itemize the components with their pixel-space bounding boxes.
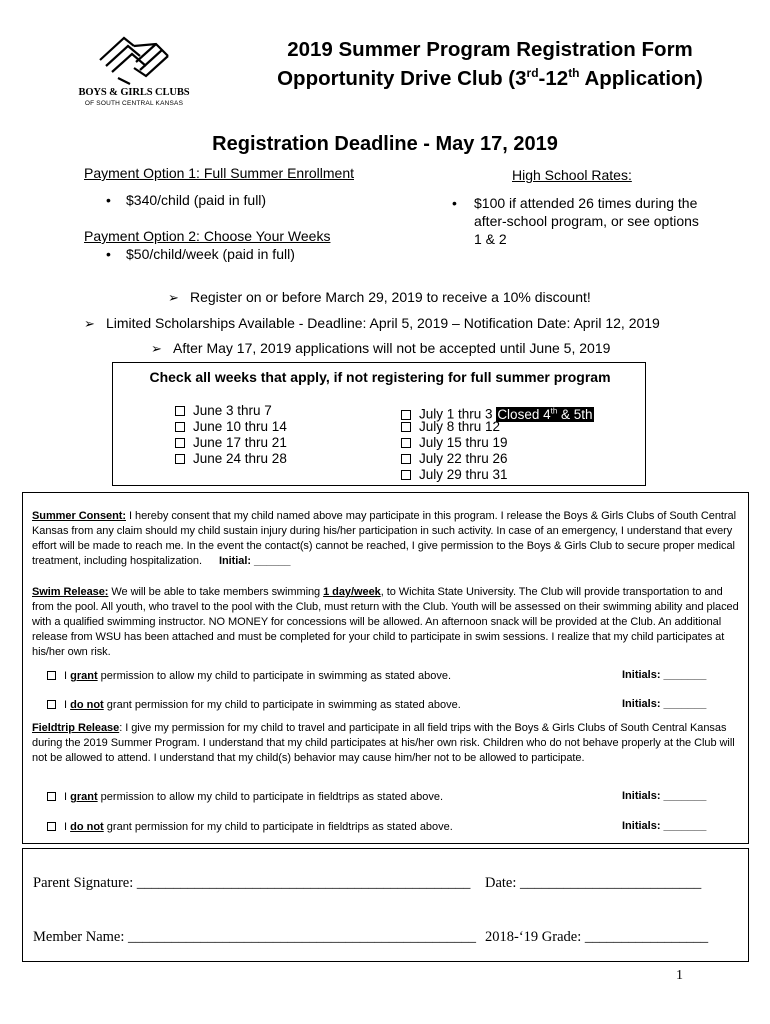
- payment-option1-heading: Payment Option 1: Full Summer Enrollment: [84, 165, 354, 181]
- parent-signature-field[interactable]: Parent Signature: ______________________________________________: [33, 875, 471, 891]
- summer-consent-paragraph: Summer Consent: I hereby consent that my child named above may participate in this program. I release the Boys & Girls Clubs of South Central Kansas from any claim should my child sustain injury during his/her participation in such activity. In case of an emergency, I understand that every effort will be made to reach me. In the event the contact(s) cannot be reached, I give permission to the Boys & Girls Club to secure proper medical treatment, including hospitalization. Initial: ______: [32, 510, 737, 567]
- form-title-line1: 2019 Summer Program Registration Form: [287, 38, 693, 61]
- checkbox[interactable]: [47, 671, 56, 680]
- payment-option2-heading: Payment Option 2: Choose Your Weeks: [84, 228, 331, 244]
- swim-deny-option[interactable]: I do not grant permission for my child to participate in swimming as stated above.: [47, 698, 461, 712]
- logo-name: BOYS & GIRLS CLUBS: [78, 87, 190, 98]
- checkbox[interactable]: [175, 422, 185, 432]
- week-option[interactable]: July 1 thru 3 Closed 4th & 5th: [401, 403, 594, 419]
- date-field[interactable]: Date: _________________________: [485, 875, 702, 891]
- page-number: 1: [676, 968, 683, 983]
- fieldtrip-release-paragraph: Fieldtrip Release: I give my permission for my child to travel and participate in all field trips with the Boys & Girls Clubs of South Central Kansas during the 2019 Summer Program. I understand that my child participates at his/her own risk. Children who do not behave properly at the Club will not be allowed to attend. I understand that my child(s) behavior may cause him/her not to be allowed to participate.: [32, 722, 735, 764]
- checkbox[interactable]: [401, 454, 411, 464]
- high-school-rates-item: • $100 if attended 26 times during the after-school program, or see options 1 & 2: [452, 195, 699, 247]
- swim-grant-option[interactable]: I grant permission to allow my child to participate in swimming as stated above.: [47, 669, 451, 683]
- fieldtrip-deny-initials[interactable]: Initials: _______: [622, 820, 707, 832]
- week-option[interactable]: June 24 thru 28: [175, 451, 287, 467]
- late-application-notice: ➢ After May 17, 2019 applications will not be accepted until June 5, 2019: [151, 340, 610, 357]
- signature-section: [22, 848, 749, 962]
- logo-subtitle: OF SOUTH CENTRAL KANSAS: [84, 100, 184, 107]
- week-option[interactable]: July 29 thru 31: [401, 467, 594, 483]
- week-option[interactable]: June 3 thru 7: [175, 403, 287, 419]
- high-school-rates-heading: High School Rates:: [512, 167, 632, 183]
- june-weeks: [175, 403, 287, 467]
- checkbox[interactable]: [401, 422, 411, 432]
- payment-option2-item: • $50/child/week (paid in full): [106, 246, 295, 262]
- discount-notice: ➢ Register on or before March 29, 2019 to receive a 10% discount!: [168, 289, 591, 306]
- grade-field[interactable]: 2018-‘19 Grade: _________________: [485, 929, 709, 945]
- scholarship-notice: ➢ Limited Scholarships Available - Deadline: April 5, 2019 – Notification Date: April 12, 2019: [84, 315, 660, 332]
- checkbox[interactable]: [401, 410, 411, 420]
- payment-option1-item: • $340/child (paid in full): [106, 192, 266, 208]
- closed-notice: Closed 4th & 5th: [497, 406, 593, 422]
- checkbox[interactable]: [175, 406, 185, 416]
- checkbox[interactable]: [47, 822, 56, 831]
- week-option[interactable]: June 17 thru 21: [175, 435, 287, 451]
- checkbox[interactable]: [47, 700, 56, 709]
- week-option[interactable]: July 22 thru 26: [401, 451, 594, 467]
- checkbox[interactable]: [401, 438, 411, 448]
- july-weeks: [401, 403, 594, 483]
- weeks-selection-box: [112, 362, 646, 486]
- fieldtrip-grant-option[interactable]: I grant permission to allow my child to participate in fieldtrips as stated above.: [47, 790, 443, 804]
- checkbox[interactable]: [175, 454, 185, 464]
- member-name-field[interactable]: Member Name: ________________________________________________: [33, 929, 477, 945]
- swim-grant-initials[interactable]: Initials: _______: [622, 669, 707, 681]
- weeks-title: Check all weeks that apply, if not registering for full summer program: [149, 369, 611, 385]
- fieldtrip-grant-initials[interactable]: Initials: _______: [622, 790, 707, 802]
- form-title-line2: Opportunity Drive Club (3rd-12th Application): [277, 66, 703, 90]
- swim-deny-initials[interactable]: Initials: _______: [622, 698, 707, 710]
- fieldtrip-deny-option[interactable]: I do not grant permission for my child to participate in fieldtrips as stated above.: [47, 820, 453, 834]
- week-option[interactable]: June 10 thru 14: [175, 419, 287, 435]
- checkbox[interactable]: [401, 470, 411, 480]
- swim-release-paragraph: Swim Release: We will be able to take members swimming 1 day/week, to Wichita State University. The Club will provide transportation to and from the pool. All youth, who travel to the pool with the Club, must return with the Club. Youth will be assessed on their swimming ability and placed with a qualified swimming instructor. NO MONEY for concessions will be allowed. An afternoon snack will be provided at the Club. An additional release from WSU has been attached and must be completed for your child to participate in swim sessions. I realize that my child participates at his/her own risk.: [32, 586, 739, 658]
- week-option[interactable]: July 15 thru 19: [401, 435, 594, 451]
- checkbox[interactable]: [175, 438, 185, 448]
- checkbox[interactable]: [47, 792, 56, 801]
- week-option[interactable]: July 8 thru 12: [401, 419, 594, 435]
- registration-deadline: Registration Deadline - May 17, 2019: [212, 133, 558, 155]
- consent-section: [22, 492, 749, 844]
- club-logo: [68, 34, 200, 110]
- handshake-logo-icon: [94, 34, 174, 86]
